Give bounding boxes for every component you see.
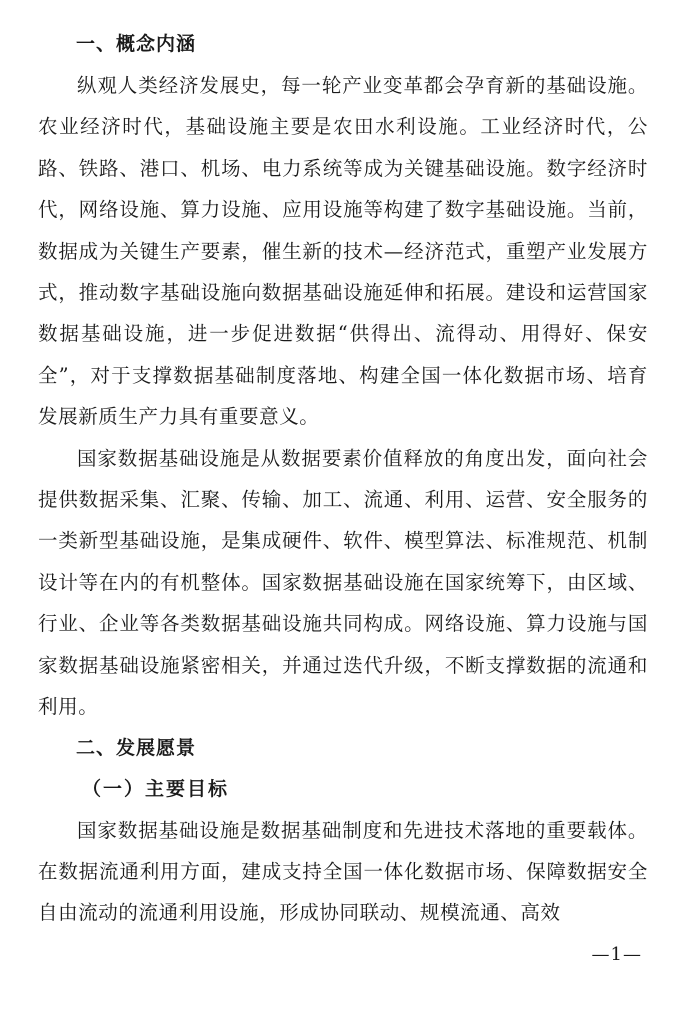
document-page [38,24,648,934]
section-heading-concept: 一、概念内涵 [76,33,197,55]
paragraph-concept-history: 纵观人类经济发展史，每一轮产业变革都会孕育新的基础设施。农业经济时代，基础设施主要是农田水利设施。工业经济时代，公路、铁路、港口、机场、电力系统等成为关键基础设施。数字经济时代，网络设施、算力设施、应用设施等构建了数字基础设施。当前，数据成为关键生产要素，催生新的技术—经济范式，重塑产业发展方式，推动数字基础设施向数据基础设施延伸和拓展。建设和运营国家数据基础设施，进一步促进数据“供得出、流得动、用得好、保安全”，对于支撑数据基础制度落地、构建全国一体化数据市场、培育发展新质生产力具有重要意义。 [38,74,648,429]
paragraph-goals: 国家数据基础设施是数据基础制度和先进技术落地的重要载体。在数据流通利用方面，建成支持全国一体化数据市场、保障数据安全自由流动的流通利用设施，形成协同联动、规模流通、高效 [38,818,648,925]
subsection-heading-goals: （一）主要目标 [82,777,230,800]
paragraph-concept-definition: 国家数据基础设施是从数据要素价值释放的角度出发，面向社会提供数据采集、汇聚、传输、加工、流通、利用、运营、安全服务的一类新型基础设施，是集成硬件、软件、模型算法、标准规范、机制设计等在内的有机整体。国家数据基础设施在国家统筹下，由区域、行业、企业等各类数据基础设施共同构成。网络设施、算力设施与国家数据基础设施紧密相关，并通过迭代升级，不断支撑数据的流通和利用。 [38,446,648,719]
page-number: —1— [591,944,642,965]
section-heading-vision: 二、发展愿景 [76,736,197,759]
